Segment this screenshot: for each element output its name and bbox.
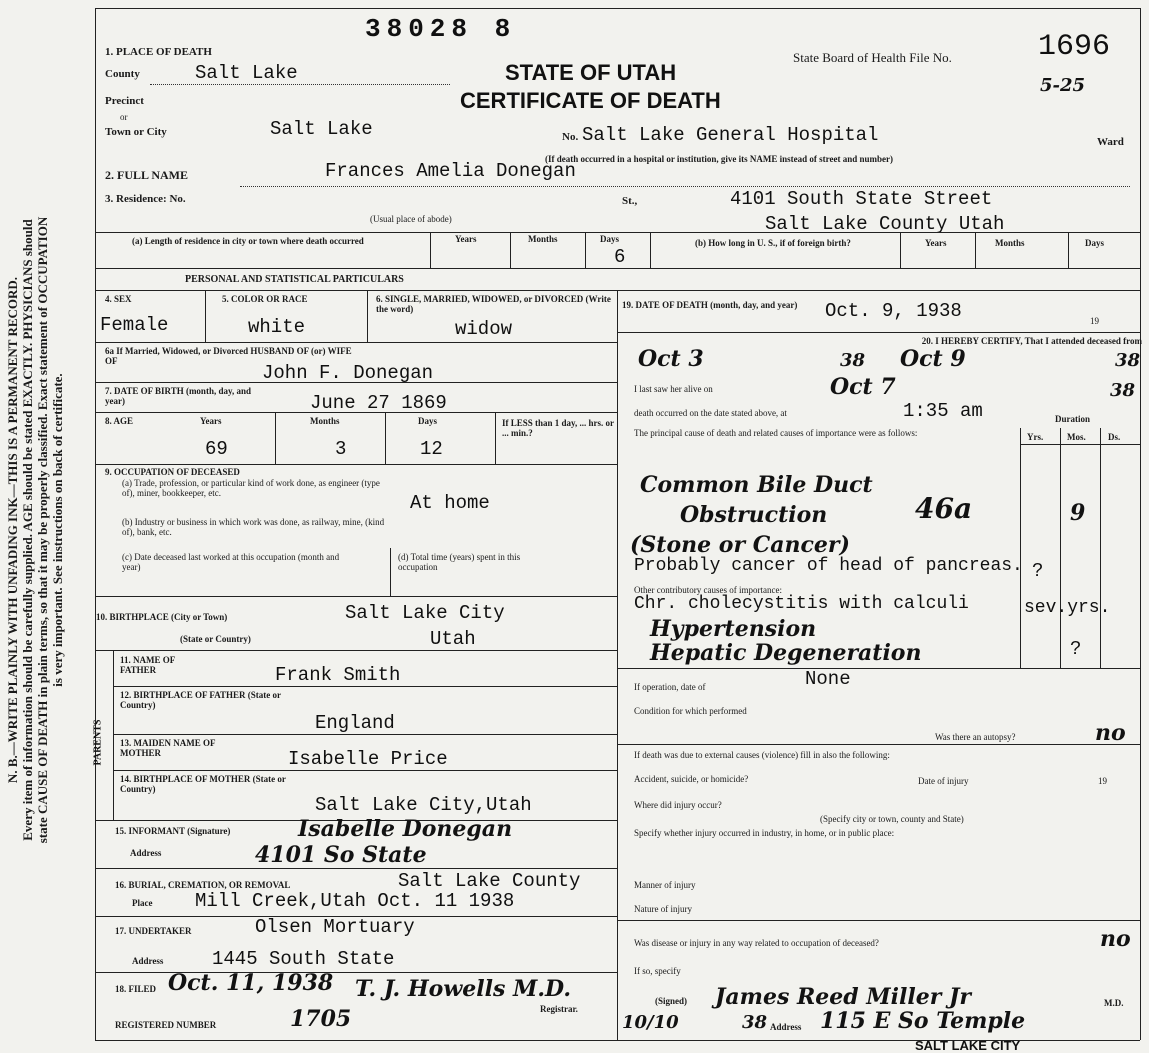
less-than-day-label: If LESS than 1 day, ... hrs. or ... min.?: [502, 418, 614, 438]
burial-label: 16. BURIAL, CREMATION, OR REMOVAL: [115, 880, 291, 890]
burial-place-label: Place: [132, 898, 153, 908]
state-file-number: 1696: [1038, 30, 1111, 64]
birthplace-label: 10. BIRTHPLACE (City or Town): [96, 612, 228, 622]
sign-address-label: Address: [770, 1022, 802, 1032]
if-so-label: If so, specify: [634, 966, 681, 976]
autopsy-value: no: [1095, 720, 1126, 746]
place-heading: 1. PLACE OF DEATH: [105, 46, 212, 58]
town-value: Salt Lake: [270, 118, 373, 140]
undertaker-address: 1445 South State: [212, 948, 395, 970]
cause-4-duration: ?: [1032, 560, 1044, 582]
certify-label: 20. I HEREBY CERTIFY, That I attended deceased from: [921, 336, 1142, 346]
occ-a-label: (a) Trade, profession, or particular kind of work done, as engineer (type of), miner, bookkeeper, etc.: [122, 478, 380, 498]
mother-value: Isabelle Price: [288, 748, 448, 770]
mother-birthplace-value: Salt Lake City,Utah: [315, 794, 532, 816]
side-note-3: state CAUSE OF DEATH in plain terms, so that it may be properly classified. Exact statement of OCCUPATION: [35, 216, 50, 844]
cause-1: Common Bile Duct: [640, 472, 873, 498]
death-year-suffix: 19: [1090, 316, 1099, 326]
county-value: Salt Lake: [195, 62, 298, 84]
file-note: 5-25: [1040, 75, 1086, 96]
external-causes-label: If death was due to external causes (violence) fill in also the following:: [634, 750, 890, 760]
side-note-2: Every item of information should be carefully supplied. AGE should be stated EXACTLY. PHYSICIANS should: [20, 219, 35, 841]
specify-place-label: (Specify city or town, county and State): [820, 814, 964, 824]
birthplace-state: Utah: [430, 628, 476, 650]
birthplace-state-label: (State or Country): [180, 634, 251, 644]
age-days-value: 12: [420, 438, 443, 460]
manner-label: Manner of injury: [634, 880, 696, 890]
age-months-value: 3: [335, 438, 347, 460]
sign-date: 10/10: [622, 1012, 679, 1033]
death-time: 1:35 am: [903, 400, 983, 422]
occ-d-label: (d) Total time (years) spent in this occupation: [398, 552, 521, 572]
burial-value: Salt Lake County: [398, 870, 581, 892]
mother-birthplace-label: 14. BIRTHPLACE OF MOTHER (State or Country): [120, 774, 286, 794]
last-seen-value: Oct 7: [830, 374, 896, 400]
birthplace-city: Salt Lake City: [345, 602, 505, 624]
registered-number: 1705: [290, 1006, 352, 1032]
nature-label: Nature of injury: [634, 904, 692, 914]
other-cause-1-duration: sev.yrs.: [1024, 598, 1111, 618]
occurred-label: death occurred on the date stated above, at: [634, 408, 787, 418]
other-cause-2: Hypertension: [650, 616, 817, 642]
other-causes-label: Other contributory causes of importance:: [634, 585, 782, 595]
race-label: 5. COLOR OR RACE: [222, 294, 308, 304]
column-divider: [617, 290, 618, 1040]
county-label: County: [105, 68, 140, 80]
precinct-label: Precinct: [105, 95, 144, 107]
registrar-signature: T. J. Howells M.D.: [355, 976, 571, 1002]
parents-side-label: PARENTS: [92, 719, 104, 766]
attended-to-year: 38: [1115, 350, 1141, 371]
no-label: No.: [562, 131, 579, 143]
filed-date: Oct. 11, 1938: [168, 970, 334, 996]
hospital-note: (If death occurred in a hospital or institution, give its NAME instead of street and number): [545, 154, 894, 164]
informant-signature: Isabelle Donegan: [298, 816, 513, 842]
attended-to: Oct 9: [900, 346, 966, 372]
foreign-birth-label: (b) How long in U. S., if of foreign birth?: [695, 238, 851, 248]
attended-from-year: 38: [840, 350, 866, 371]
hospital-value: Salt Lake General Hospital: [582, 124, 879, 146]
death-date-label: 19. DATE OF DEATH (month, day, and year): [622, 300, 798, 310]
age-label: 8. AGE: [105, 416, 134, 426]
undertaker-address-label: Address: [132, 956, 164, 966]
last-seen-label: I last saw her alive on: [634, 384, 713, 394]
age-years-label: Years: [200, 416, 222, 426]
side-note-1: N. B.—WRITE PLAINLY WITH UNFADING INK—THIS IS A PERMANENT RECORD.: [5, 276, 20, 784]
other-cause-3-duration: ?: [1070, 638, 1082, 660]
rule-residence: [95, 232, 1140, 233]
res-days-label: Days: [600, 234, 620, 244]
residence-street: 4101 South State Street: [730, 188, 993, 210]
residence-label: 3. Residence: No.: [105, 193, 186, 205]
registrar-label: Registrar.: [540, 1004, 578, 1014]
town-label: Town or City: [105, 126, 167, 138]
other-cause-3: Hepatic Degeneration: [650, 640, 922, 666]
cause-label: The principal cause of death and related causes of importance were as follows:: [634, 428, 918, 438]
usual-abode-label: (Usual place of abode): [370, 214, 452, 224]
full-name-value: Frances Amelia Donegan: [325, 160, 576, 182]
occupation-related-label: Was disease or injury in any way related to occupation of deceased?: [634, 938, 879, 948]
side-instructions: [5, 30, 65, 1030]
residence-st-label: St.,: [622, 195, 638, 207]
frame-top: [95, 8, 1140, 9]
rule-personal: [95, 268, 1140, 269]
res-months-label: Months: [528, 234, 558, 244]
full-name-label: 2. FULL NAME: [105, 168, 189, 182]
marital-value: widow: [455, 318, 513, 340]
full-name-line: [240, 186, 1130, 187]
duration-label: Duration: [1055, 414, 1091, 424]
accident-label: Accident, suicide, or homicide?: [634, 774, 749, 784]
md-label: M.D.: [1104, 998, 1124, 1008]
sign-address: 115 E So Temple: [820, 1008, 1026, 1034]
injury-year-suffix: 19: [1098, 776, 1107, 786]
occupation-label: 9. OCCUPATION OF DECEASED: [105, 467, 240, 477]
frame-left: [95, 8, 96, 1040]
res-years-label: Years: [455, 234, 477, 244]
county-line: [150, 84, 450, 85]
title-state: STATE OF UTAH: [505, 60, 677, 85]
occ-b-label: (b) Industry or business in which work was done, as railway, mine, (kind of), bank, etc.: [122, 517, 385, 537]
cause-code: 46a: [915, 492, 973, 525]
attended-from: Oct 3: [638, 346, 704, 372]
res-days-value: 6: [614, 246, 626, 268]
registered-number-label: REGISTERED NUMBER: [115, 1020, 217, 1030]
dur-mos-label: Mos.: [1067, 432, 1086, 442]
sign-year: 38: [742, 1012, 768, 1033]
foreign-months-label: Months: [995, 238, 1025, 248]
physician-signature: James Reed Miller Jr: [715, 984, 971, 1010]
state-file-label: State Board of Health File No.: [793, 50, 952, 65]
marital-label: 6. SINGLE, MARRIED, WIDOWED, or DIVORCED (Write the word): [376, 294, 611, 314]
sign-city: SALT LAKE CITY: [915, 1038, 1021, 1053]
foreign-days-label: Days: [1085, 238, 1105, 248]
age-days-label: Days: [418, 416, 438, 426]
specify-industry-label: Specify whether injury occurred in industry, in home, or in public place:: [634, 828, 895, 838]
informant-address-label: Address: [130, 848, 162, 858]
mother-label: 13. MAIDEN NAME OF MOTHER: [120, 738, 216, 758]
death-date-value: Oct. 9, 1938: [825, 300, 962, 322]
occupation-related-value: no: [1100, 926, 1131, 952]
father-label: 11. NAME OF FATHER: [120, 655, 175, 675]
side-note-4: is very important. See instructions on back of certificate.: [50, 373, 65, 687]
age-years-value: 69: [205, 438, 228, 460]
race-value: white: [248, 316, 306, 338]
cause-3: (Stone or Cancer): [630, 532, 850, 558]
autopsy-label: Was there an autopsy?: [935, 732, 1016, 742]
frame-right: [1140, 8, 1141, 1040]
foreign-years-label: Years: [925, 238, 947, 248]
dur-yrs-label: Yrs.: [1027, 432, 1044, 442]
operation-label: If operation, date of: [634, 682, 706, 692]
informant-address: 4101 So State: [255, 842, 427, 868]
cause-2: Obstruction: [680, 502, 828, 528]
injury-date-label: Date of injury: [918, 776, 969, 786]
ward-label: Ward: [1097, 136, 1124, 148]
or-label: or: [120, 112, 128, 122]
operation-value: None: [805, 668, 851, 690]
father-birthplace-label: 12. BIRTHPLACE OF FATHER (State or Country): [120, 690, 281, 710]
father-value: Frank Smith: [275, 664, 401, 686]
burial-place: Mill Creek,Utah Oct. 11 1938: [195, 890, 515, 912]
condition-label: Condition for which performed: [634, 706, 747, 716]
serial-number: 38028 8: [365, 14, 517, 44]
informant-label: 15. INFORMANT (Signature): [115, 826, 231, 836]
father-birthplace-value: England: [315, 712, 395, 734]
signed-label: (Signed): [655, 996, 688, 1006]
cause-4: Probably cancer of head of pancreas.: [634, 556, 1023, 576]
dur-ds-label: Ds.: [1108, 432, 1121, 442]
where-injury-label: Where did injury occur?: [634, 800, 722, 810]
residence-county-state: Salt Lake County Utah: [765, 213, 1005, 235]
spouse-value: John F. Donegan: [262, 362, 434, 384]
spouse-label: 6a If Married, Widowed, or Divorced HUSBAND OF (or) WIFE OF: [105, 346, 352, 366]
age-months-label: Months: [310, 416, 340, 426]
dob-label: 7. DATE OF BIRTH (month, day, and year): [105, 386, 251, 406]
cause-2-duration: 9: [1070, 500, 1086, 526]
sex-label: 4. SEX: [105, 294, 132, 304]
occ-c-label: (c) Date deceased last worked at this occupation (month and year): [122, 552, 340, 572]
personal-heading: PERSONAL AND STATISTICAL PARTICULARS: [185, 274, 404, 285]
filed-label: 18. FILED: [115, 984, 157, 994]
length-residence-label: (a) Length of residence in city or town where death occurred: [132, 236, 364, 246]
last-seen-year: 38: [1110, 380, 1136, 401]
undertaker-value: Olsen Mortuary: [255, 916, 415, 938]
dob-value: June 27 1869: [310, 392, 447, 414]
occupation-value: At home: [410, 492, 490, 514]
title-certificate: CERTIFICATE OF DEATH: [460, 88, 721, 113]
other-cause-1: Chr. cholecystitis with calculi: [634, 594, 969, 614]
undertaker-label: 17. UNDERTAKER: [115, 926, 192, 936]
sex-value: Female: [100, 314, 169, 336]
